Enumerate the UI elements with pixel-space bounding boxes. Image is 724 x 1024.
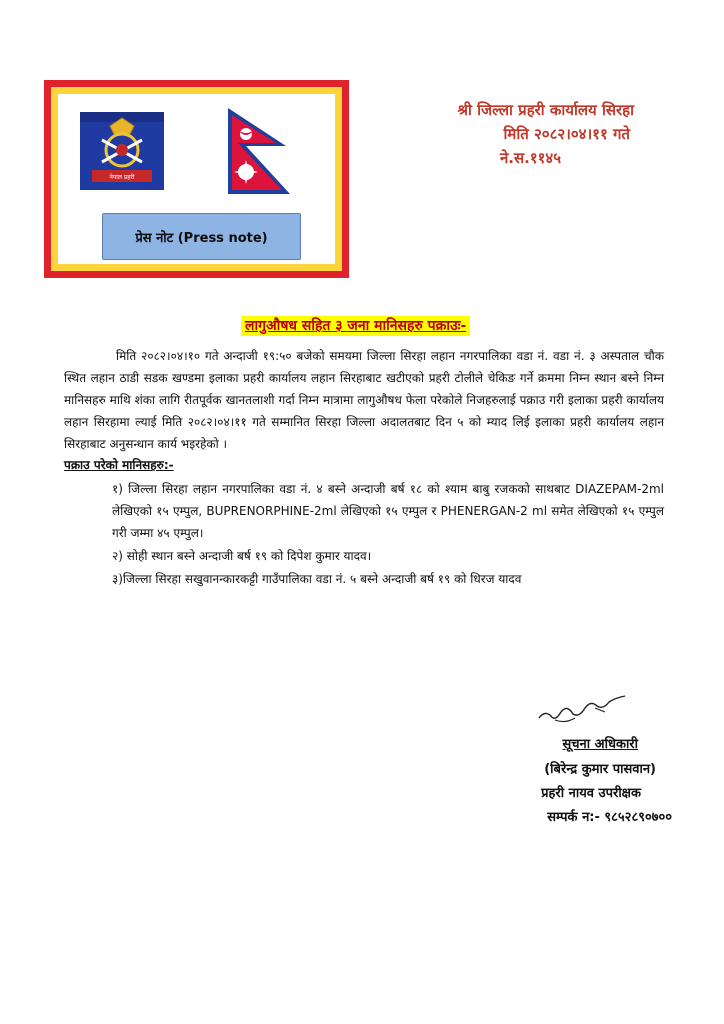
press-note-label: प्रेस नोट (Press note) bbox=[102, 213, 301, 260]
signatory-title: सूचना अधिकारी bbox=[562, 737, 638, 752]
arrested-heading: पक्राउ परेको मानिसहरु:- bbox=[64, 458, 174, 472]
signature-image bbox=[535, 688, 630, 728]
signatory-rank: प्रहरी नायव उपरीक्षक bbox=[541, 786, 641, 801]
header-ns-date: ने.स.११४५ bbox=[499, 149, 561, 167]
nepal-flag-icon bbox=[224, 106, 294, 198]
list-item: ३)जिल्ला सिरहा सखुवानन्कारकट्टी गाउँपालिका वडा नं. ५ बस्ने अन्दाजी बर्ष १९ को धिरज यादव bbox=[112, 572, 522, 586]
signatory-name: (बिरेन्द्र कुमार पासवान) bbox=[544, 762, 656, 777]
list-item: २) सोही स्थान बस्ने अन्दाजी बर्ष १९ को दिपेश कुमार यादव। bbox=[112, 549, 372, 563]
header-frame bbox=[44, 80, 349, 278]
office-title: श्री जिल्ला प्रहरी कार्यालय सिरहा bbox=[457, 101, 634, 119]
header-date: मिति २०८२।०४।११ गते bbox=[503, 125, 630, 143]
list-item: १) जिल्ला सिरहा लहान नगरपालिका वडा नं. ४ बस्ने अन्दाजी बर्ष १८ को श्याम बाबु रजकको साथबाट DIAZEPAM-2ml लेखिएको १५ एम्पुल, BUPRENORPHINE-2ml लेखिएको १५ एम्पुल र PHENERGAN-2 ml समेत लेखिएको १५ एम्पुल गरी जम्मा ४५ एम्पुल। bbox=[112, 482, 664, 540]
nepal-police-logo-icon bbox=[80, 112, 164, 190]
press-headline: लागुऔषध सहित ३ जना मानिसहरु पक्राउः- bbox=[241, 316, 470, 336]
body-paragraph: मिति २०८२।०४।१० गते अन्दाजी १९:५० बजेको समयमा जिल्ला सिरहा लहान नगरपालिका वडा नं. वडा नं. ३ अस्पताल चौक स्थित लहान ठाडी सडक खण्डमा इलाका प्रहरी कार्यालय लहान सिरहाबाट खटीएको प्रहरी टोलीले चेकिङ गर्ने क्रममा निम्न स्थान बस्ने निम्न मानिसहरु माथि शंका लागि रीतपूर्वक खानतलाशी गर्दा निम्न मात्रामा लागुऔषध फेला परेकोले निजहरुलाई पक्राउ गरी इलाका प्रहरी कार्यालय लहान सिरहामा ल्याई मिति २०८२।०४।११ गते सम्मानित सिरहा जिल्ला अदालतबाट दिन ५ को म्याद लिई इलाका प्रहरी कार्यालय लहान सिरहाबाट अनुसन्धान कार्य भइरहेको । bbox=[64, 349, 664, 451]
signatory-contact: सम्पर्क न:- ९८५२८९०७०० bbox=[547, 810, 672, 825]
svg-text:नेपाल प्रहरी: नेपाल प्रहरी bbox=[109, 174, 135, 181]
